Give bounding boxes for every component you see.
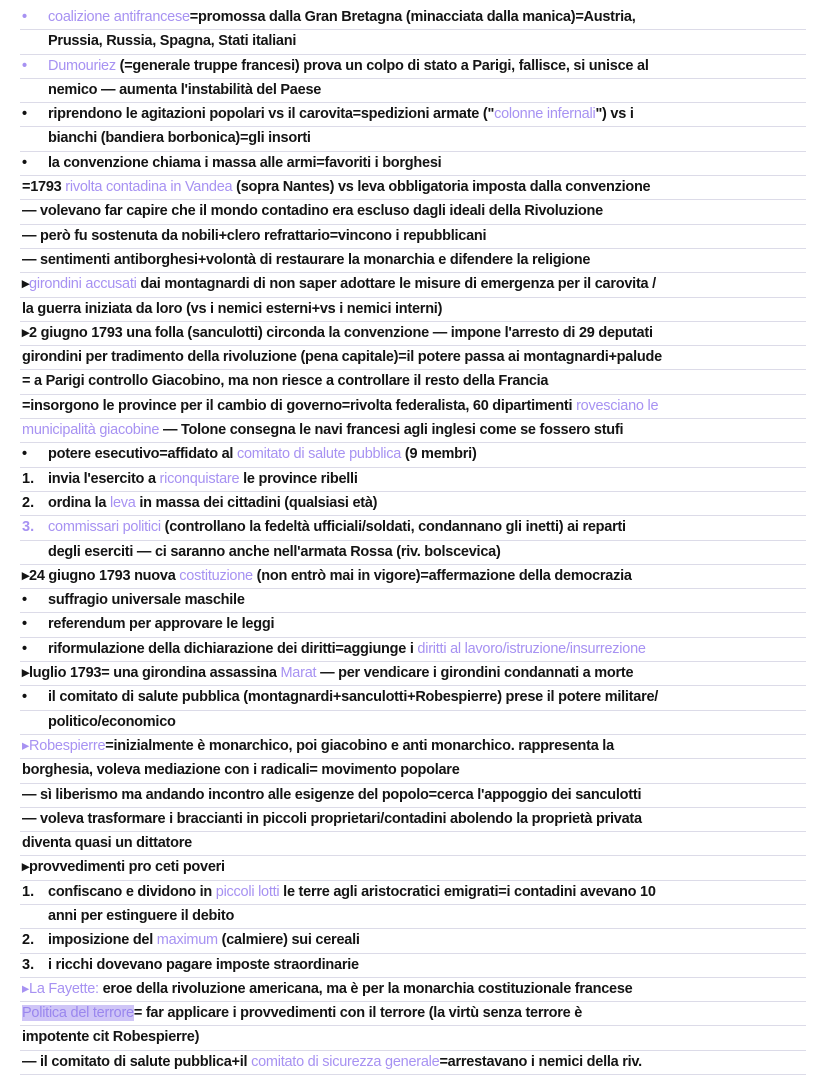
text-segment: — voleva trasformare i braccianti in piccoli proprietari/contadini abolendo la proprietà privata bbox=[22, 810, 642, 827]
text-segment: potere esecutivo=affidato al bbox=[48, 446, 237, 463]
text-segment: (controllano la fedeltà ufficiali/soldati, condannano gli inetti) ai reparti bbox=[160, 519, 626, 536]
note-line bbox=[20, 856, 806, 880]
text-segment: (9 membri) bbox=[401, 446, 477, 463]
note-line bbox=[20, 565, 806, 589]
highlighted-term: piccoli lotti bbox=[215, 883, 280, 900]
text-segment: imposizione del bbox=[48, 932, 157, 949]
line-text bbox=[22, 252, 590, 268]
text-segment: girondini per tradimento della rivoluzione (pena capitale)=il potere passa ai montagnardi+palude bbox=[22, 349, 662, 366]
text-segment: ") vs i bbox=[595, 106, 634, 123]
line-text bbox=[48, 616, 274, 632]
bullet-marker: • bbox=[22, 640, 28, 657]
note-line bbox=[20, 419, 806, 443]
line-text bbox=[22, 203, 603, 219]
line-text bbox=[22, 762, 460, 778]
line-text bbox=[48, 471, 358, 487]
line-text bbox=[48, 957, 359, 973]
note-line bbox=[20, 1051, 806, 1075]
line-text bbox=[22, 422, 623, 438]
line-text bbox=[22, 179, 650, 195]
text-segment: ▸ bbox=[22, 276, 30, 293]
text-segment: dai montagnardi di non saper adottare le misure di emergenza per il carovita / bbox=[136, 276, 656, 293]
text-segment: la guerra iniziata da loro (vs i nemici esterni+vs i nemici interni) bbox=[22, 300, 443, 317]
text-segment: il comitato di salute pubblica (montagnardi+sanculotti+Robespierre) prese il potere militare/ bbox=[48, 689, 659, 706]
line-text bbox=[22, 349, 662, 365]
text-segment: — però fu sostenuta da nobili+clero refrattario=vincono i repubblicani bbox=[22, 227, 487, 244]
text-segment: impotente cit Robespierre) bbox=[22, 1029, 200, 1046]
highlighted-term: riconquistare bbox=[159, 470, 240, 487]
line-text bbox=[48, 519, 626, 535]
text-segment: borghesia, voleva mediazione con i radicali= movimento popolare bbox=[22, 762, 460, 779]
note-line bbox=[20, 370, 806, 394]
text-segment: confiscano e dividono in bbox=[48, 883, 216, 900]
text-segment: — sì liberismo ma andando incontro alle esigenze del popolo=cerca l'appoggio dei sanculotti bbox=[22, 786, 642, 803]
line-text bbox=[48, 689, 658, 705]
note-line bbox=[20, 127, 806, 151]
line-text bbox=[22, 1005, 582, 1021]
text-segment: = far applicare i provvedimenti con il terrore (la virtù senza terrore è bbox=[133, 1005, 583, 1022]
text-segment: (non entrò mai in vigore)=affermazione della democrazia bbox=[252, 567, 632, 584]
highlighted-term: coalizione antifrancese bbox=[48, 9, 190, 25]
note-line bbox=[20, 298, 806, 322]
line-text bbox=[48, 446, 477, 462]
text-segment: ▸24 giugno 1793 nuova bbox=[22, 567, 180, 584]
line-text bbox=[48, 714, 176, 730]
note-line bbox=[20, 516, 806, 540]
text-segment: nemico — aumenta l'instabilità del Paese bbox=[48, 81, 322, 98]
line-text bbox=[48, 592, 245, 608]
highlighted-term: comitato di salute pubblica bbox=[236, 446, 402, 463]
note-line bbox=[20, 808, 806, 832]
text-segment: referendum per approvare le leggi bbox=[48, 616, 275, 633]
note-line bbox=[20, 1026, 806, 1050]
note-line bbox=[20, 55, 806, 79]
line-text bbox=[22, 738, 614, 754]
list-number: 2. bbox=[22, 932, 35, 949]
highlighted-term: colonne infernali bbox=[494, 106, 596, 123]
note-line bbox=[20, 686, 806, 710]
text-segment: riprendono le agitazioni popolari vs il carovita=spedizioni armate (" bbox=[48, 106, 495, 123]
highlighted-term: maximum bbox=[156, 932, 218, 949]
line-text bbox=[22, 568, 632, 584]
highlighted-term: diritti al lavoro/istruzione/insurrezione bbox=[417, 640, 646, 657]
text-segment: =promossa dalla Gran Bretagna (minacciata dalla manica)=Austria, bbox=[189, 9, 636, 25]
text-segment: in massa dei cittadini (qualsiasi età) bbox=[135, 494, 378, 511]
note-line bbox=[20, 249, 806, 273]
text-segment: =insorgono le province per il cambio di governo=rivolta federalista, 60 dipartimenti bbox=[22, 397, 577, 414]
text-segment: anni per estinguere il debito bbox=[48, 907, 235, 924]
list-number: 2. bbox=[22, 494, 35, 511]
note-line bbox=[20, 978, 806, 1002]
line-text bbox=[22, 787, 641, 803]
line-text bbox=[22, 301, 442, 317]
highlighted-term: comitato di sicurezza generale bbox=[251, 1053, 440, 1070]
list-number: 1. bbox=[22, 470, 35, 487]
text-segment: politico/economico bbox=[48, 713, 176, 730]
highlighted-term: leva bbox=[109, 494, 136, 511]
list-number: 3. bbox=[22, 519, 35, 536]
note-line bbox=[20, 322, 806, 346]
text-segment: bianchi (bandiera borbonica)=gli insorti bbox=[48, 130, 311, 147]
text-segment: — sentimenti antiborghesi+volontà di restaurare la monarchia e difendere la religione bbox=[22, 251, 591, 268]
line-text bbox=[22, 373, 548, 389]
text-segment: invia l'esercito a bbox=[48, 470, 160, 487]
highlighted-term: costituzione bbox=[179, 567, 253, 584]
line-text bbox=[22, 859, 225, 875]
line-text bbox=[48, 58, 649, 74]
highlighted-term: Dumouriez bbox=[48, 57, 116, 74]
line-text bbox=[48, 884, 656, 900]
note-line bbox=[20, 954, 806, 978]
text-segment: riformulazione della dichiarazione dei diritti=aggiunge i bbox=[48, 640, 418, 657]
line-text bbox=[48, 908, 234, 924]
line-text bbox=[22, 276, 656, 292]
text-segment: la convenzione chiama i massa alle armi=favoriti i borghesi bbox=[48, 154, 442, 171]
text-segment: =arrestavano i nemici della riv. bbox=[439, 1053, 642, 1070]
note-line bbox=[20, 273, 806, 297]
note-line bbox=[20, 1002, 806, 1026]
note-line bbox=[20, 905, 806, 929]
note-line bbox=[20, 784, 806, 808]
note-line bbox=[20, 711, 806, 735]
line-text bbox=[48, 544, 501, 560]
note-line bbox=[20, 468, 806, 492]
note-line bbox=[20, 176, 806, 200]
note-line bbox=[20, 929, 806, 953]
note-line bbox=[20, 30, 806, 54]
highlighted-term: girondini accusati bbox=[29, 276, 137, 293]
line-text bbox=[22, 665, 633, 681]
note-line bbox=[20, 6, 806, 30]
bullet-marker: • bbox=[22, 106, 28, 123]
line-text bbox=[22, 228, 486, 244]
text-segment: ▸provvedimenti pro ceti poveri bbox=[22, 859, 225, 876]
bullet-marker: • bbox=[22, 154, 28, 171]
line-text bbox=[22, 1029, 199, 1045]
highlighted-term: commissari politici bbox=[48, 519, 161, 536]
note-line bbox=[20, 759, 806, 783]
line-text bbox=[48, 130, 311, 146]
list-number: 1. bbox=[22, 883, 35, 900]
note-line bbox=[20, 225, 806, 249]
line-text bbox=[48, 82, 321, 98]
highlighted-term: ▸Robespierre bbox=[22, 737, 106, 754]
bullet-marker: • bbox=[22, 689, 28, 706]
line-text bbox=[48, 641, 646, 657]
note-line bbox=[20, 103, 806, 127]
highlighted-term: municipalità giacobine bbox=[22, 422, 160, 439]
line-text bbox=[48, 495, 377, 511]
line-text bbox=[48, 33, 296, 49]
text-segment: Prussia, Russia, Spagna, Stati italiani bbox=[48, 33, 297, 50]
text-segment: diventa quasi un dittatore bbox=[22, 835, 192, 852]
text-segment: ordina la bbox=[48, 494, 110, 511]
line-text bbox=[48, 106, 634, 122]
text-segment: — Tolone consegna le navi francesi agli inglesi come se fossero stufi bbox=[159, 422, 624, 439]
note-line bbox=[20, 613, 806, 637]
line-text bbox=[48, 155, 441, 171]
text-segment: degli eserciti — ci saranno anche nell'armata Rossa (riv. bolscevica) bbox=[48, 543, 501, 560]
note-line bbox=[20, 152, 806, 176]
line-text bbox=[22, 398, 658, 414]
bullet-marker: • bbox=[22, 616, 28, 633]
text-segment: suffragio universale maschile bbox=[48, 592, 245, 609]
line-text bbox=[48, 9, 636, 25]
note-line bbox=[20, 79, 806, 103]
bullet-marker: • bbox=[22, 57, 28, 74]
note-line bbox=[20, 881, 806, 905]
note-line bbox=[20, 492, 806, 516]
text-segment: — il comitato di salute pubblica+il bbox=[22, 1053, 252, 1070]
text-segment: le terre agli aristocratici emigrati=i contadini avevano 10 bbox=[279, 883, 656, 900]
highlighted-term: Marat bbox=[280, 665, 317, 682]
text-segment: (calmiere) sui cereali bbox=[217, 932, 360, 949]
notes-page bbox=[0, 6, 828, 1075]
line-text bbox=[22, 981, 632, 997]
text-segment: i ricchi dovevano pagare imposte straordinarie bbox=[48, 956, 359, 973]
note-line bbox=[20, 832, 806, 856]
text-segment: — volevano far capire che il mondo contadino era escluso dagli ideali della Rivoluzione bbox=[22, 203, 603, 220]
bullet-marker: • bbox=[22, 446, 28, 463]
text-segment: eroe della rivoluzione americana, ma è per la monarchia costituzionale francese bbox=[98, 980, 633, 997]
note-line bbox=[20, 541, 806, 565]
text-segment: =inizialmente è monarchico, poi giacobino e anti monarchico. rappresenta la bbox=[105, 737, 614, 754]
note-line bbox=[20, 200, 806, 224]
bullet-marker: • bbox=[22, 9, 28, 25]
text-segment: = a Parigi controllo Giacobino, ma non riesce a controllare il resto della Francia bbox=[22, 373, 549, 390]
note-line bbox=[20, 589, 806, 613]
text-segment: (sopra Nantes) vs leva obbligatoria imposta dalla convenzione bbox=[232, 179, 651, 196]
bullet-marker: • bbox=[22, 592, 28, 609]
text-segment: — per vendicare i girondini condannati a morte bbox=[316, 665, 634, 682]
note-line bbox=[20, 443, 806, 467]
note-line bbox=[20, 638, 806, 662]
highlighted-term: rovesciano le bbox=[576, 397, 659, 414]
note-line bbox=[20, 662, 806, 686]
list-number: 3. bbox=[22, 956, 35, 973]
line-text bbox=[22, 811, 642, 827]
line-text bbox=[22, 835, 192, 851]
line-text bbox=[48, 932, 360, 948]
note-line bbox=[20, 735, 806, 759]
line-text bbox=[22, 325, 653, 341]
highlighted-term: rivolta contadina in Vandea bbox=[65, 179, 233, 196]
highlighted-term: Politica del terrore bbox=[22, 1005, 134, 1022]
text-segment: le province ribelli bbox=[239, 470, 358, 487]
note-line bbox=[20, 346, 806, 370]
highlighted-term: ▸La Fayette: bbox=[22, 980, 99, 997]
text-segment: ▸2 giugno 1793 una folla (sanculotti) circonda la convenzione — impone l'arresto di 29 deputati bbox=[22, 324, 653, 341]
text-segment: ▸luglio 1793= una girondina assassina bbox=[22, 665, 281, 682]
line-text bbox=[22, 1054, 642, 1070]
text-segment: =1793 bbox=[22, 179, 66, 196]
text-segment: (=generale truppe francesi) prova un colpo di stato a Parigi, fallisce, si unisce al bbox=[115, 57, 649, 74]
note-line bbox=[20, 395, 806, 419]
